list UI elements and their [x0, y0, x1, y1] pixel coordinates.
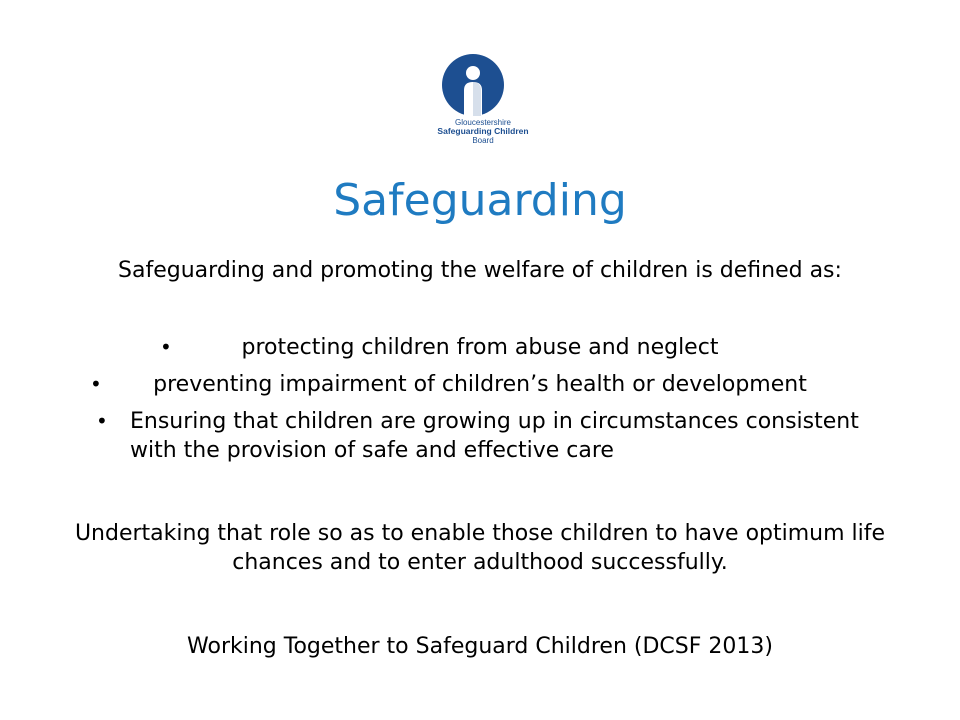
gscb-logo	[428, 52, 538, 162]
logo-line-1: Gloucestershire	[454, 118, 512, 127]
bullet-text: protecting children from abuse and neglect	[241, 335, 719, 360]
slide-title: Safeguarding	[333, 175, 627, 226]
bullet-icon: •	[96, 409, 108, 433]
logo-line-2: Safeguarding Children	[437, 126, 529, 136]
logo-line-3: Board	[472, 136, 494, 145]
list-item	[0, 407, 960, 465]
person-circle-icon	[440, 52, 506, 118]
bullet-list	[0, 333, 960, 473]
bullet-text: preventing impairment of children’s health or development	[153, 372, 807, 397]
list-item	[0, 370, 960, 399]
bullet-text: Ensuring that children are growing up in circumstances consistent with the provision of safe and effective care	[130, 409, 859, 463]
logo-wordmark	[428, 118, 538, 145]
intro-text: Safeguarding and promoting the welfare of children is defined as:	[118, 258, 842, 283]
list-item	[0, 333, 960, 362]
bullet-icon: •	[90, 372, 102, 396]
bullet-icon: •	[160, 335, 172, 359]
source-citation: Working Together to Safeguard Children (DCSF 2013)	[187, 634, 773, 659]
role-paragraph: Undertaking that role so as to enable those children to have optimum life chances and to enter adulthood successfully.	[74, 521, 886, 575]
